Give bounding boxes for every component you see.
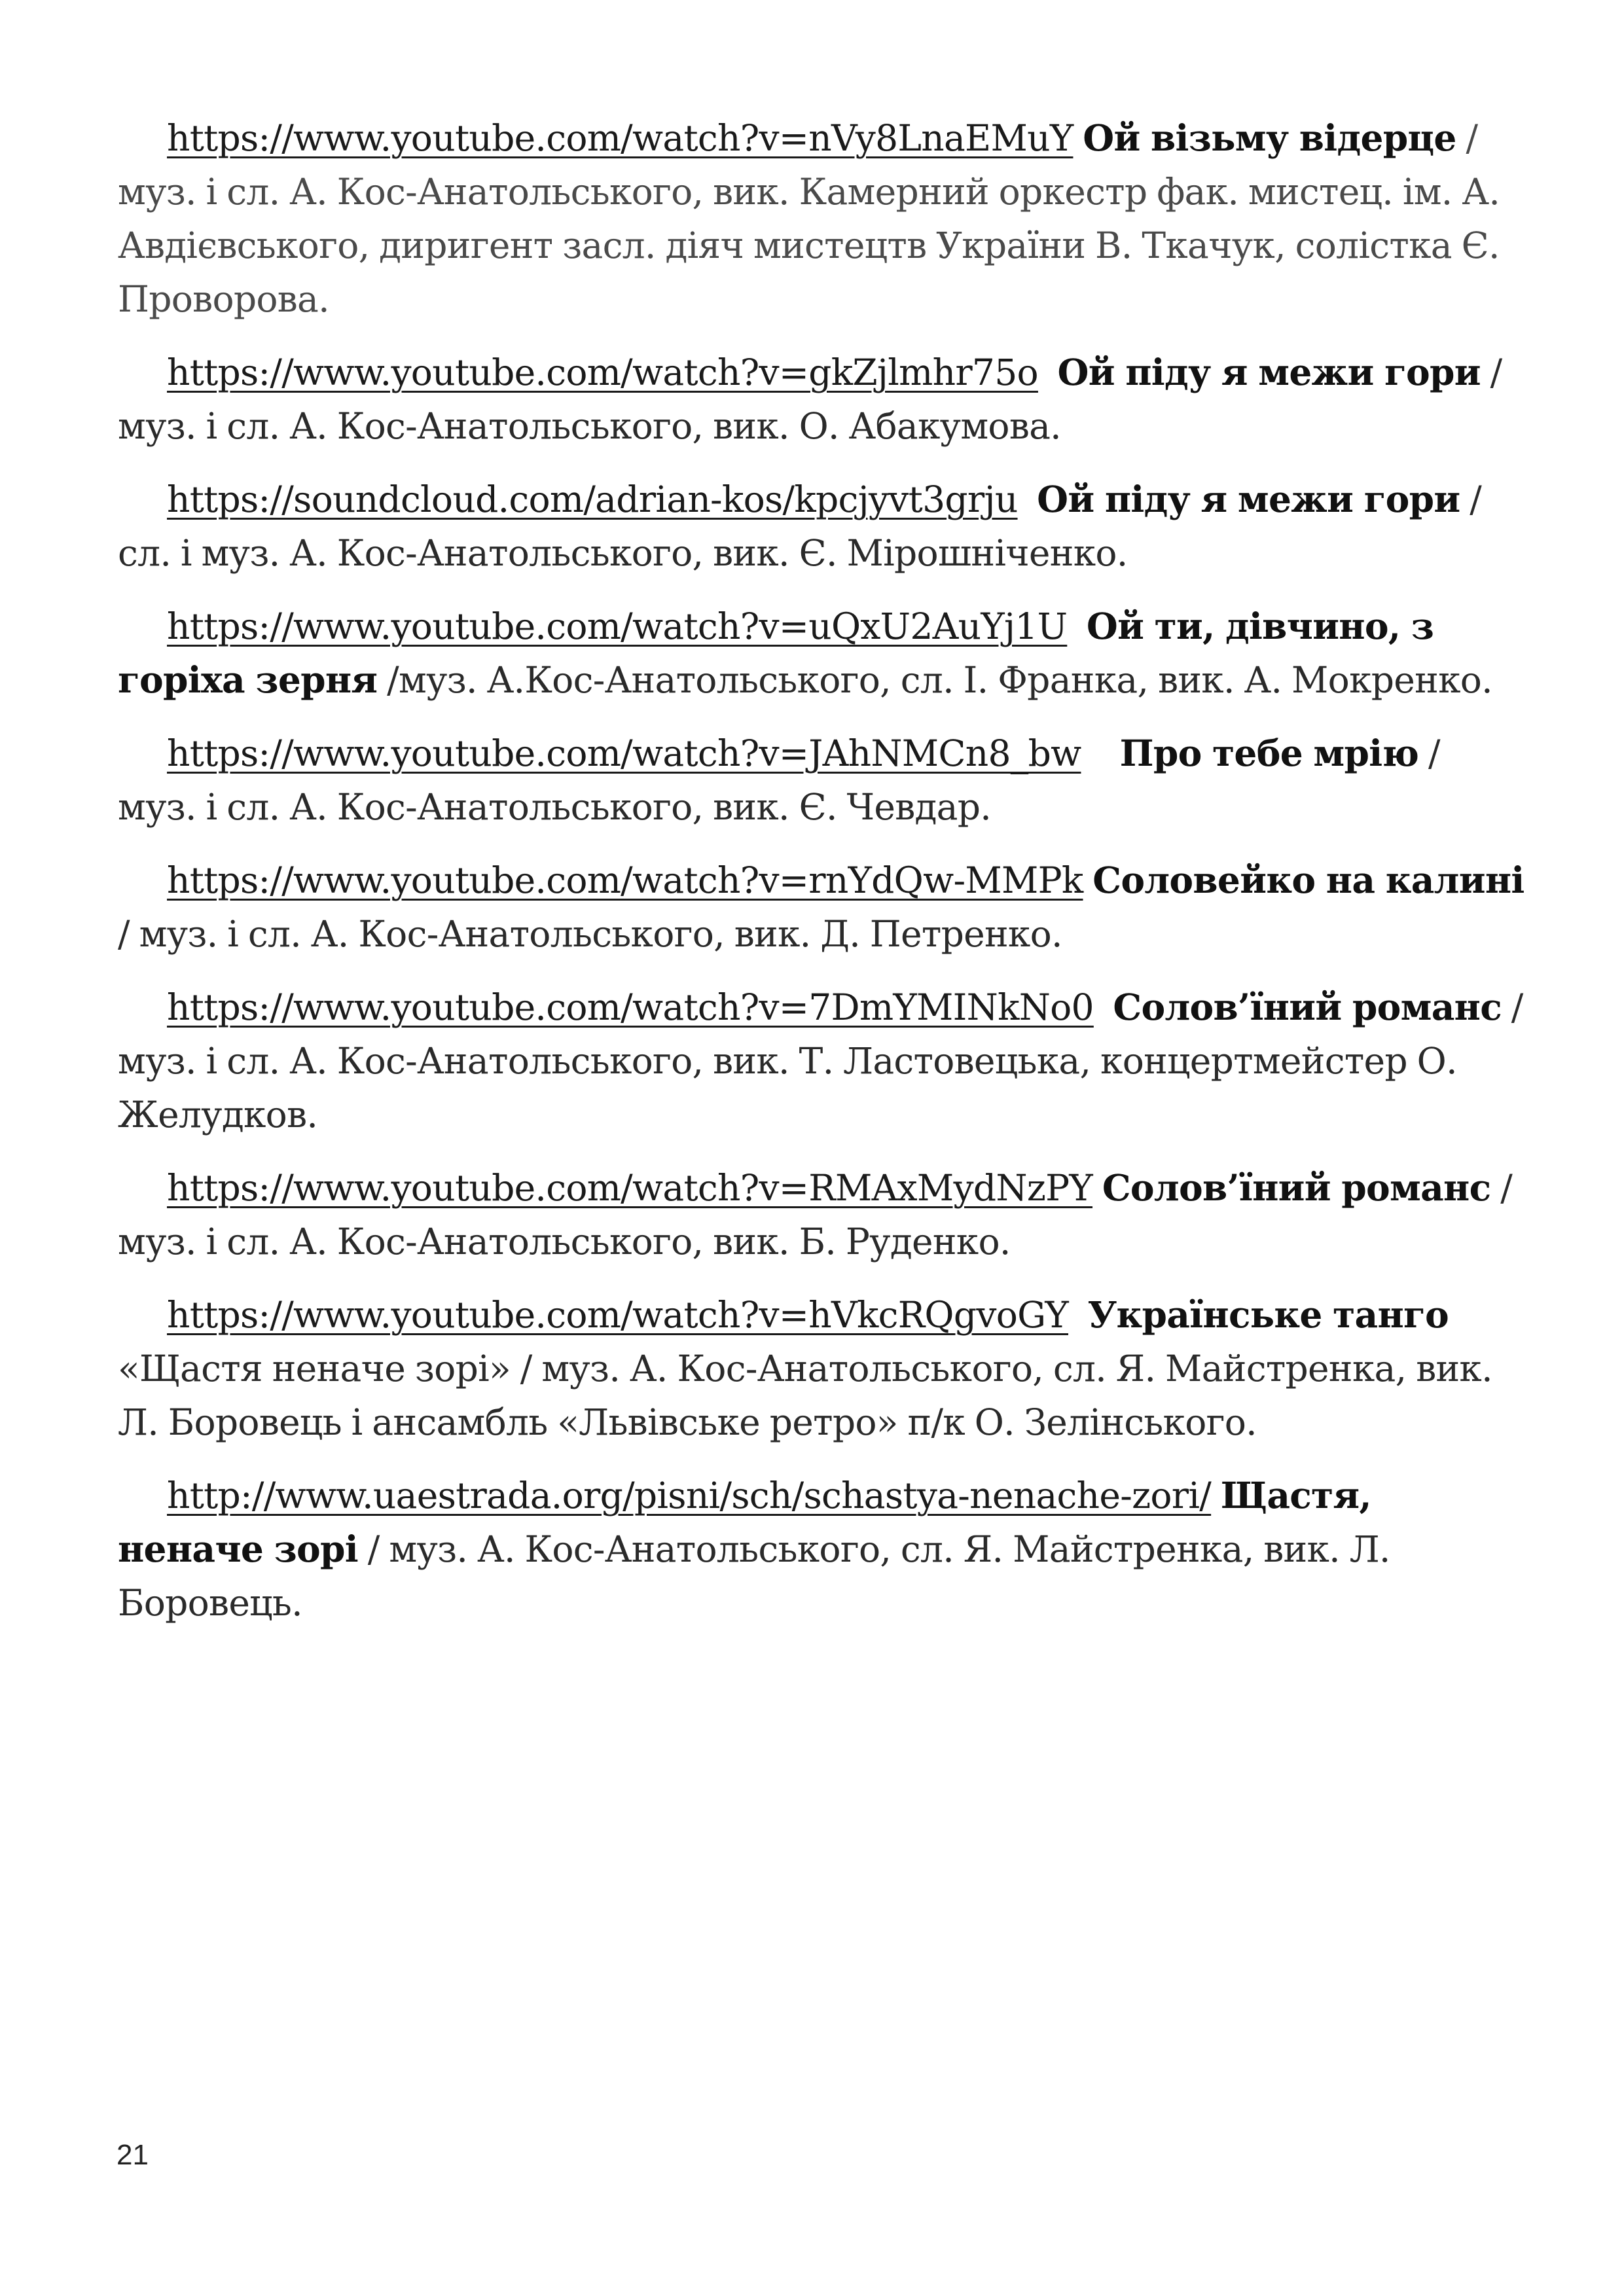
entry-link[interactable]: https://soundcloud.com/adrian-kos/kpcjyvt3grju [167,478,1018,520]
entry-1 [118,111,1525,326]
entry-title: Солов’їний романс [1102,1166,1491,1209]
entry-4 [118,600,1525,707]
entry-title: Солов’їний романс [1113,986,1502,1028]
entry-link[interactable]: https://www.youtube.com/watch?v=gkZjlmhr75o [167,351,1038,393]
entry-link[interactable]: https://www.youtube.com/watch?v=JAhNMCn8_bw [167,732,1081,774]
entry-link[interactable]: https://www.youtube.com/watch?v=hVkcRQgvoGY [167,1294,1068,1336]
entry-description: / муз. і сл. А. Кос-Анатольського, вик. Д. Петренко. [118,913,1062,955]
entry-title: Ой піду я межи гори [1037,478,1460,520]
entry-link[interactable]: http://www.uaestrada.org/pisni/sch/schastya-nenache-zori/ [167,1475,1212,1516]
entry-title: Ой піду я межи гори [1057,351,1481,393]
page-number: 21 [117,2139,149,2171]
entry-description: / муз. і сл. А. Кос-Анатольського, вик. Камерний оркестр фак. мистец. ім. А. Авдієвського, диригент засл. діяч мистецтв України В. Ткачук, солістка Є. Проворова. [118,117,1500,320]
entry-title: Ой візьму відерце [1083,117,1456,159]
entry-description: /муз. і сл. А. Кос-Анатольського, вик. О. Абакумова. [118,351,1502,447]
entry-description: «Щастя неначе зорі» / муз. А. Кос-Анатольського, сл. Я. Майстренка, вик. Л. Боровець і ансамбль «Львівське ретро» п/к О. Зелінського. [118,1348,1492,1443]
entry-9 [118,1288,1525,1449]
entry-title: Ой ти, дівчино, з горіха зерня [118,605,1434,701]
entry-7 [118,980,1525,1141]
entry-description: /муз. А.Кос-Анатольського, сл. І. Франка, вик. А. Мокренко. [377,659,1492,701]
entry-description: / муз. і сл. А. Кос-Анатольського, вик. Т. Ластовецька, концертмейстер О. Желудков. [118,986,1523,1136]
page-content [118,111,1525,1649]
entry-description: / муз. і сл. А. Кос-Анатольського, вик. Є. Чевдар. [118,732,1440,828]
entry-title: Про тебе мрію [1119,732,1419,774]
entry-description: / муз. і сл. А. Кос-Анатольського, вик. Б. Руденко. [118,1167,1513,1263]
entry-link[interactable]: https://www.youtube.com/watch?v=uQxU2AuYj1U [167,605,1068,647]
entry-title: Українське танго [1087,1293,1449,1336]
entry-link[interactable]: https://www.youtube.com/watch?v=RMAxMydNzPY [167,1167,1093,1209]
entry-2 [118,346,1525,453]
entry-description: / сл. і муз. А. Кос-Анатольського, вик. Є. Мірошніченко. [118,478,1482,574]
entry-link[interactable]: https://www.youtube.com/watch?v=rnYdQw-MMPk [167,859,1083,901]
entry-link[interactable]: https://www.youtube.com/watch?v=nVy8LnaEMuY [167,117,1074,159]
entry-10 [118,1469,1525,1630]
entry-title: Соловейко на калині [1092,859,1525,901]
entry-title: Щастя, неначе зорі [118,1474,1371,1570]
entry-5 [118,726,1525,834]
entry-8 [118,1161,1525,1268]
entry-description: / муз. А. Кос-Анатольського, сл. Я. Майстренка, вик. Л. Боровець. [118,1528,1390,1624]
entry-link[interactable]: https://www.youtube.com/watch?v=7DmYMINkNo0 [167,986,1094,1028]
entry-3 [118,473,1525,580]
entry-6 [118,853,1525,961]
